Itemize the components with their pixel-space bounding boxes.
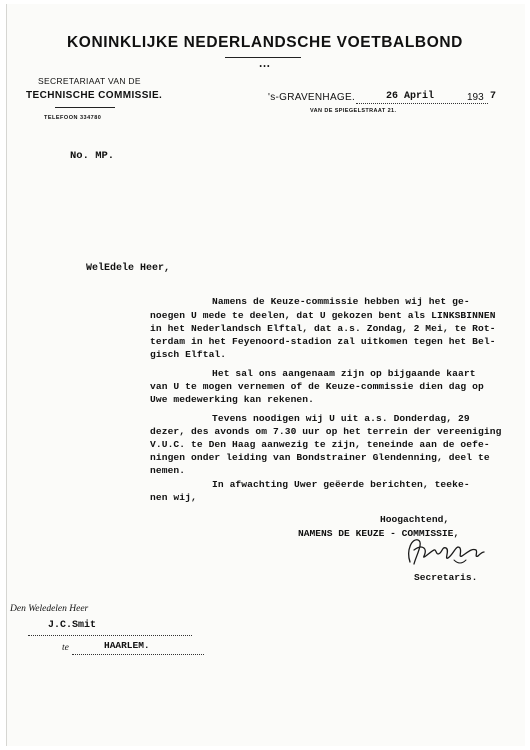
letter-date: 26 April bbox=[386, 91, 435, 102]
address-label: Den Weledelen Heer bbox=[10, 604, 89, 614]
body-line: nen wij, bbox=[150, 492, 197, 503]
telephone-number: TELEFOON 334780 bbox=[44, 115, 102, 121]
secretariat-line-2: TECHNISCHE COMMISSIE. bbox=[26, 90, 163, 101]
address-name-line bbox=[28, 635, 192, 636]
body-line: in het Nederlandsch Elftal, dat a.s. Zondag, 2 Mei, te Rot- bbox=[150, 323, 496, 334]
header-rule bbox=[225, 57, 301, 58]
header-ornament: ••• bbox=[259, 62, 271, 71]
body-line: Tevens noodigen wij U uit a.s. Donderdag, 29 bbox=[212, 413, 470, 424]
reference-number: No. MP. bbox=[70, 150, 115, 162]
closing-committee: NAMENS DE KEUZE - COMMISSIE, bbox=[298, 528, 460, 539]
body-line: gisch Elftal. bbox=[150, 349, 227, 360]
salutation: WelEdele Heer, bbox=[86, 263, 171, 274]
letter-year-prefix: 193 bbox=[467, 92, 484, 103]
organization-name: KONINKLIJKE NEDERLANDSCHE VOETBALBOND bbox=[67, 34, 463, 51]
body-line: ningen onder leiding van Bondstrainer Glendenning, deel te bbox=[150, 452, 490, 463]
secretariat-rule bbox=[55, 107, 115, 108]
letter-city: 's-GRAVENHAGE. bbox=[268, 92, 356, 103]
body-line: noegen U mede te deelen, dat U gekozen bent als LINKSBINNEN bbox=[150, 310, 496, 321]
address-city-line bbox=[72, 654, 204, 655]
body-line: terdam in het Feyenoord-stadion zal uitkomen tegen het Bel- bbox=[150, 336, 496, 347]
recipient-name: J.C.Smit bbox=[48, 620, 97, 631]
date-line bbox=[356, 103, 488, 104]
recipient-city: HAARLEM. bbox=[104, 640, 150, 651]
letter-year-suffix: 7 bbox=[490, 91, 497, 102]
handwritten-signature bbox=[402, 530, 488, 570]
address-te-label: te bbox=[62, 643, 69, 653]
closing-greeting: Hoogachtend, bbox=[380, 514, 450, 525]
secretariat-line-1: SECRETARIAAT VAN DE bbox=[38, 76, 141, 86]
body-line: V.U.C. te Den Haag aanwezig te zijn, teneinde aan de oefe- bbox=[150, 439, 490, 450]
body-line: dezer, des avonds om 7.30 uur op het terrein der vereeniging bbox=[150, 426, 502, 437]
body-line: Uwe medewerking kan rekenen. bbox=[150, 394, 315, 405]
street-address: VAN DE SPIEGELSTRAAT 21. bbox=[310, 108, 397, 114]
body-line: Namens de Keuze-commissie hebben wij het ge- bbox=[212, 296, 470, 307]
body-line: van U te mogen vernemen of de Keuze-commissie dien dag op bbox=[150, 381, 484, 392]
body-line: In afwachting Uwer geëerde berichten, teeke- bbox=[212, 479, 470, 490]
body-line: nemen. bbox=[150, 465, 186, 476]
body-line: Het sal ons aangenaam zijn op bijgaande kaart bbox=[212, 368, 476, 379]
closing-role: Secretaris. bbox=[414, 572, 478, 583]
